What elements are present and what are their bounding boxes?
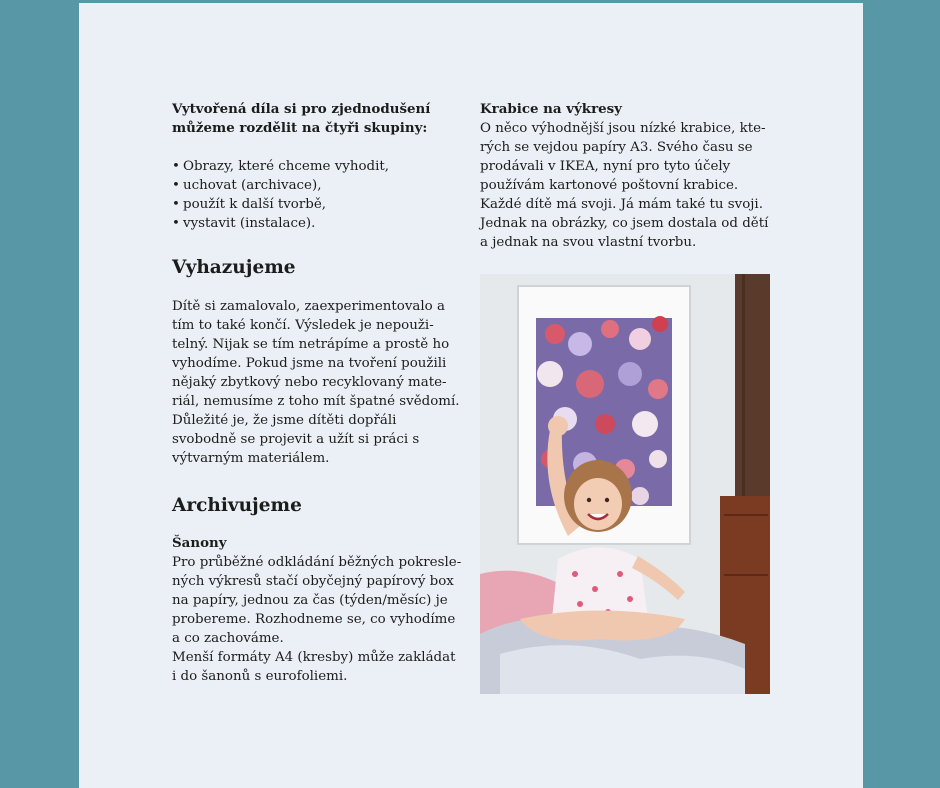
sanony-text-2: Menší formáty A4 (kresby) může zakládat i do šanonů s eurofoliemi. [172, 650, 456, 684]
photo-illustration [480, 274, 770, 694]
subheading-sanony: Šanony [172, 535, 227, 551]
list-item: • použít k další tvorbě, [172, 195, 462, 214]
intro-text: Vytvořená díla si pro zjednodušení můžeme rozdělit na čtyři skupiny: [172, 101, 431, 136]
krabice-text: O něco výhodnější jsou nízké krabice, kterých se vejdou papíry A3. Svého času se prodávali v IKEA, nyní pro tyto účely používám kartonové poštovní krabice. Každé dítě má svoji. Já mám také tu svoji. Jednak na obrázky, co jsem dostala od dětí a jednak na svou vlastní tvorbu. [480, 121, 769, 250]
photo-child-with-painting [480, 274, 770, 694]
document-page [79, 3, 863, 788]
groups-list [172, 157, 462, 233]
left-column [172, 100, 462, 686]
right-column [480, 100, 780, 252]
heading-archivujeme: Archivujeme [172, 495, 302, 516]
vyhazujeme-text: Dítě si zamalovalo, zaexperimentovalo a tím to také končí. Výsledek je nepoužitelný. Nijak se tím netrápíme a prostě ho vyhodíme. Pokud jsme na tvoření použili nějaký zbytkový nebo recyklovaný materiál, nemusíme z toho mít špatné svědomí. Důležité je, že jsme dítěti dopřáli svobodně se projevit a užít si práci s výtvarným materiálem. [172, 299, 460, 466]
list-item: • Obrazy, které chceme vyhodit, [172, 157, 462, 176]
sanony-text: Pro průběžné odkládání běžných pokreslených výkresů stačí obyčejný papírový box na papíry, jednou za čas (týden/měsíc) je probereme. Rozhodneme se, co vyhodíme a co zachováme. [172, 555, 462, 646]
list-item: • vystavit (instalace). [172, 214, 462, 233]
subheading-krabice: Krabice na výkresy [480, 101, 622, 117]
heading-vyhazujeme: Vyhazujeme [172, 257, 296, 278]
list-item: • uchovat (archivace), [172, 176, 462, 195]
